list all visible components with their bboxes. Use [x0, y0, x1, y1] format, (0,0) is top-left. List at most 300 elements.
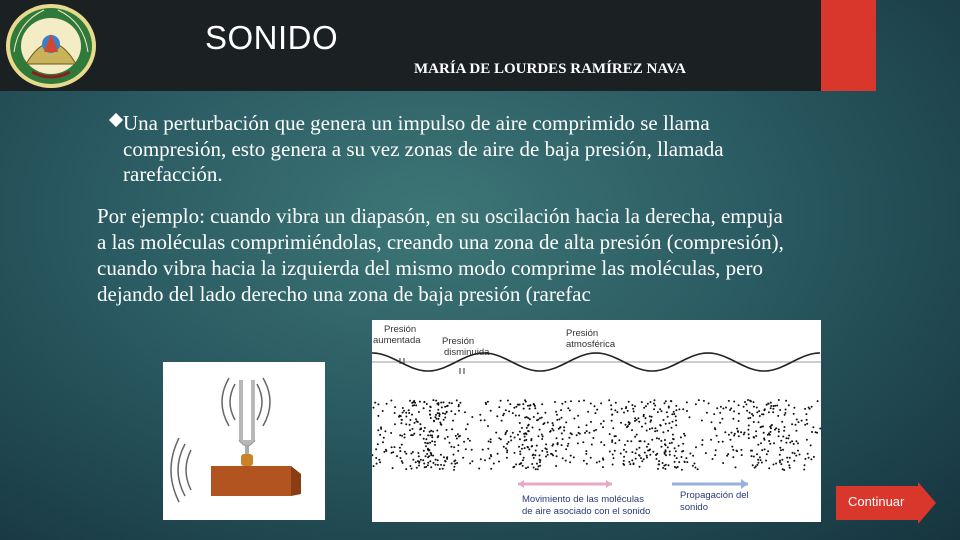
- air-molecule: [446, 457, 448, 459]
- air-molecule: [611, 420, 613, 422]
- air-molecule: [519, 453, 521, 455]
- air-molecule: [439, 422, 441, 424]
- air-molecule: [623, 456, 625, 458]
- air-molecule: [748, 433, 750, 435]
- label-propagation-2: sonido: [680, 502, 708, 513]
- air-molecule: [443, 401, 445, 403]
- air-molecule: [675, 450, 677, 452]
- air-molecule: [589, 432, 591, 434]
- air-molecule: [639, 455, 641, 457]
- air-molecule: [400, 457, 402, 459]
- air-molecule: [539, 465, 541, 467]
- air-molecule: [590, 457, 592, 459]
- air-molecule: [773, 405, 775, 407]
- air-molecule: [558, 418, 560, 420]
- air-molecule: [537, 468, 539, 470]
- air-molecule: [565, 421, 567, 423]
- air-molecule: [780, 440, 782, 442]
- air-molecule: [712, 458, 714, 460]
- air-molecule: [768, 411, 770, 413]
- air-molecule: [600, 402, 602, 404]
- air-molecule: [586, 430, 588, 432]
- air-molecule: [603, 420, 605, 422]
- air-molecule: [451, 463, 453, 465]
- air-molecule: [725, 407, 727, 409]
- air-molecule: [419, 401, 421, 403]
- air-molecule: [788, 435, 790, 437]
- air-molecule: [394, 406, 396, 408]
- air-molecule: [753, 401, 755, 403]
- air-molecule: [554, 401, 556, 403]
- air-molecule: [779, 461, 781, 463]
- label-molecule-motion-1: Movimiento de las moléculas: [522, 494, 644, 505]
- air-molecule: [751, 450, 753, 452]
- air-molecule: [390, 400, 392, 402]
- air-molecule: [379, 461, 381, 463]
- air-molecule: [542, 435, 544, 437]
- air-molecule: [583, 400, 585, 402]
- air-molecule: [650, 401, 652, 403]
- air-molecule: [746, 410, 748, 412]
- air-molecule: [661, 446, 663, 448]
- air-molecule: [676, 457, 678, 459]
- air-molecule: [692, 465, 694, 467]
- air-molecule: [671, 427, 673, 429]
- air-molecule: [489, 457, 491, 459]
- air-molecule: [377, 443, 379, 445]
- air-molecule: [793, 443, 795, 445]
- air-molecule: [463, 441, 465, 443]
- air-molecule: [770, 402, 772, 404]
- air-molecule: [625, 406, 627, 408]
- air-molecule: [415, 404, 417, 406]
- air-molecule: [757, 462, 759, 464]
- air-molecule: [480, 419, 482, 421]
- air-molecule: [385, 449, 387, 451]
- air-molecule: [382, 410, 384, 412]
- air-molecule: [669, 454, 671, 456]
- air-molecule: [430, 454, 432, 456]
- air-molecule: [657, 468, 659, 470]
- air-molecule: [625, 451, 627, 453]
- air-molecule: [641, 401, 643, 403]
- air-molecule: [774, 429, 776, 431]
- air-molecule: [684, 435, 686, 437]
- air-molecule: [783, 430, 785, 432]
- air-molecule: [801, 420, 803, 422]
- air-molecule: [394, 423, 396, 425]
- air-molecule: [469, 462, 471, 464]
- air-molecule: [638, 421, 640, 423]
- air-molecule: [440, 424, 442, 426]
- air-molecule: [681, 469, 683, 471]
- air-molecule: [654, 405, 656, 407]
- air-molecule: [812, 426, 814, 428]
- air-molecule: [672, 434, 674, 436]
- air-molecule: [716, 435, 718, 437]
- air-molecule: [585, 453, 587, 455]
- air-molecule: [665, 400, 667, 402]
- air-molecule: [458, 410, 460, 412]
- air-molecule: [420, 459, 422, 461]
- air-molecule: [675, 424, 677, 426]
- air-molecule: [738, 413, 740, 415]
- air-molecule: [614, 442, 616, 444]
- air-molecule: [518, 446, 520, 448]
- air-molecule: [797, 450, 799, 452]
- air-molecule: [404, 451, 406, 453]
- air-molecule: [638, 447, 640, 449]
- air-molecule: [553, 429, 555, 431]
- air-molecule: [380, 428, 382, 430]
- air-molecule: [423, 430, 425, 432]
- air-molecule: [715, 449, 717, 451]
- air-molecule: [760, 442, 762, 444]
- air-molecule: [501, 420, 503, 422]
- air-molecule: [668, 464, 670, 466]
- air-molecule: [598, 461, 600, 463]
- air-molecule: [586, 424, 588, 426]
- air-molecule: [753, 421, 755, 423]
- air-molecule: [614, 409, 616, 411]
- air-molecule: [444, 438, 446, 440]
- air-molecule: [578, 400, 580, 402]
- air-molecule: [596, 409, 598, 411]
- air-molecule: [562, 438, 564, 440]
- air-molecule: [663, 419, 665, 421]
- air-molecule: [755, 435, 757, 437]
- air-molecule: [673, 413, 675, 415]
- air-molecule: [458, 436, 460, 438]
- air-molecule: [539, 461, 541, 463]
- air-molecule: [384, 430, 386, 432]
- air-molecule: [487, 448, 489, 450]
- air-molecule: [399, 447, 401, 449]
- air-molecule: [721, 418, 723, 420]
- air-molecule: [678, 445, 680, 447]
- air-molecule: [778, 399, 780, 401]
- air-molecule: [628, 461, 630, 463]
- air-molecule: [782, 436, 784, 438]
- air-molecule: [432, 431, 434, 433]
- air-molecule: [631, 404, 633, 406]
- air-molecule: [506, 443, 508, 445]
- air-molecule: [458, 404, 460, 406]
- air-molecule: [741, 454, 743, 456]
- air-molecule: [471, 460, 473, 462]
- air-molecule: [457, 433, 459, 435]
- air-molecule: [766, 453, 768, 455]
- air-molecule: [465, 448, 467, 450]
- air-molecule: [443, 464, 445, 466]
- air-molecule: [766, 404, 768, 406]
- air-molecule: [807, 453, 809, 455]
- air-molecule: [785, 409, 787, 411]
- air-molecule: [551, 428, 553, 430]
- air-molecule: [751, 455, 753, 457]
- sound-wave-diagram: [372, 320, 821, 522]
- air-molecule: [710, 439, 712, 441]
- air-molecule: [808, 407, 810, 409]
- air-molecule: [594, 405, 596, 407]
- air-molecule: [482, 449, 484, 451]
- air-molecule: [535, 450, 537, 452]
- air-molecule: [678, 461, 680, 463]
- air-molecule: [662, 467, 664, 469]
- air-molecule: [789, 467, 791, 469]
- air-molecule: [545, 443, 547, 445]
- air-molecule: [719, 422, 721, 424]
- air-molecule: [761, 449, 763, 451]
- air-molecule: [431, 436, 433, 438]
- air-molecule: [804, 408, 806, 410]
- air-molecule: [456, 438, 458, 440]
- air-molecule: [436, 418, 438, 420]
- air-molecule: [732, 456, 734, 458]
- air-molecule: [490, 410, 492, 412]
- air-molecule: [405, 453, 407, 455]
- air-molecule: [674, 466, 676, 468]
- air-molecule: [763, 432, 765, 434]
- air-molecule: [484, 459, 486, 461]
- air-molecule: [506, 451, 508, 453]
- air-molecule: [545, 456, 547, 458]
- air-molecule: [764, 408, 766, 410]
- air-molecule: [636, 448, 638, 450]
- air-molecule: [635, 458, 637, 460]
- air-molecule: [669, 451, 671, 453]
- air-molecule: [781, 421, 783, 423]
- air-molecule: [430, 466, 432, 468]
- label-high-pressure-2: aumentada: [373, 335, 421, 346]
- air-molecule: [437, 412, 439, 414]
- air-molecule: [411, 414, 413, 416]
- air-molecule: [646, 430, 648, 432]
- air-molecule: [733, 410, 735, 412]
- air-molecule: [453, 446, 455, 448]
- air-molecule: [705, 452, 707, 454]
- air-molecule: [602, 466, 604, 468]
- air-molecule: [616, 411, 618, 413]
- air-molecule: [651, 427, 653, 429]
- air-molecule: [404, 437, 406, 439]
- air-molecule: [692, 455, 694, 457]
- air-molecule: [521, 448, 523, 450]
- air-molecule: [631, 429, 633, 431]
- air-molecule: [525, 439, 527, 441]
- air-molecule: [515, 406, 517, 408]
- air-molecule: [684, 461, 686, 463]
- air-molecule: [817, 400, 819, 402]
- air-molecule: [611, 414, 613, 416]
- air-molecule: [431, 440, 433, 442]
- air-molecule: [634, 417, 636, 419]
- air-molecule: [626, 426, 628, 428]
- air-molecule: [729, 409, 731, 411]
- air-molecule: [578, 432, 580, 434]
- air-molecule: [416, 467, 418, 469]
- air-molecule: [633, 410, 635, 412]
- air-molecule: [728, 400, 730, 402]
- air-molecule: [423, 438, 425, 440]
- air-molecule: [738, 420, 740, 422]
- air-molecule: [724, 431, 726, 433]
- air-molecule: [788, 464, 790, 466]
- air-molecule: [701, 444, 703, 446]
- air-molecule: [528, 448, 530, 450]
- air-molecule: [541, 403, 543, 405]
- air-molecule: [449, 442, 451, 444]
- air-molecule: [637, 417, 639, 419]
- air-molecule: [383, 437, 385, 439]
- air-molecule: [681, 456, 683, 458]
- air-molecule: [757, 444, 759, 446]
- air-molecule: [719, 412, 721, 414]
- air-molecule: [500, 438, 502, 440]
- air-molecule: [556, 437, 558, 439]
- air-molecule: [507, 400, 509, 402]
- air-molecule: [578, 426, 580, 428]
- air-molecule: [543, 422, 545, 424]
- air-molecule: [612, 454, 614, 456]
- air-molecule: [600, 423, 602, 425]
- air-molecule: [587, 411, 589, 413]
- air-molecule: [660, 440, 662, 442]
- air-molecule: [785, 400, 787, 402]
- air-molecule: [793, 413, 795, 415]
- air-molecule: [453, 460, 455, 462]
- air-molecule: [424, 427, 426, 429]
- air-molecule: [414, 422, 416, 424]
- air-molecule: [399, 450, 401, 452]
- air-molecule: [386, 403, 388, 405]
- air-molecule: [675, 409, 677, 411]
- air-molecule: [570, 432, 572, 434]
- air-molecule: [531, 438, 533, 440]
- air-molecule: [423, 401, 425, 403]
- air-molecule: [378, 459, 380, 461]
- air-molecule: [570, 400, 572, 402]
- air-molecule: [634, 420, 636, 422]
- air-molecule: [556, 414, 558, 416]
- air-molecule: [394, 446, 396, 448]
- air-molecule: [813, 456, 815, 458]
- air-molecule: [761, 462, 763, 464]
- continue-button[interactable]: [836, 482, 936, 524]
- air-molecule: [671, 413, 673, 415]
- air-molecule: [450, 410, 452, 412]
- air-molecule: [743, 433, 745, 435]
- air-molecule: [427, 456, 429, 458]
- label-molecule-motion-2: de aire asociado con el sonido: [522, 506, 651, 517]
- air-molecule: [733, 401, 735, 403]
- air-molecule: [713, 413, 715, 415]
- air-molecule: [623, 449, 625, 451]
- air-molecule: [643, 458, 645, 460]
- air-molecule: [415, 461, 417, 463]
- air-molecule: [568, 437, 570, 439]
- air-molecule: [437, 435, 439, 437]
- air-molecule: [513, 466, 515, 468]
- air-molecule: [738, 404, 740, 406]
- air-molecule: [680, 436, 682, 438]
- air-molecule: [423, 463, 425, 465]
- air-molecule: [490, 468, 492, 470]
- air-molecule: [436, 430, 438, 432]
- air-molecule: [426, 453, 428, 455]
- air-molecule: [784, 412, 786, 414]
- air-molecule: [774, 405, 776, 407]
- air-molecule: [779, 460, 781, 462]
- air-molecule: [557, 442, 559, 444]
- air-molecule: [429, 460, 431, 462]
- air-molecule: [443, 456, 445, 458]
- air-molecule: [772, 408, 774, 410]
- air-molecule: [456, 462, 458, 464]
- air-molecule: [749, 417, 751, 419]
- air-molecule: [529, 404, 531, 406]
- air-molecule: [789, 457, 791, 459]
- air-molecule: [806, 419, 808, 421]
- air-molecule: [425, 438, 427, 440]
- air-molecule: [795, 455, 797, 457]
- air-molecule: [465, 428, 467, 430]
- air-molecule: [478, 468, 480, 470]
- air-molecule: [629, 422, 631, 424]
- air-molecule: [670, 400, 672, 402]
- air-molecule: [686, 410, 688, 412]
- air-molecule: [524, 447, 526, 449]
- air-molecule: [623, 412, 625, 414]
- air-molecule: [424, 442, 426, 444]
- air-molecule: [577, 415, 579, 417]
- air-molecule: [649, 428, 651, 430]
- air-molecule: [533, 467, 535, 469]
- air-molecule: [426, 403, 428, 405]
- air-molecule: [427, 462, 429, 464]
- air-molecule: [464, 411, 466, 413]
- air-molecule: [584, 432, 586, 434]
- air-molecule: [429, 442, 431, 444]
- tuning-fork-image: [163, 362, 325, 520]
- air-molecule: [647, 403, 649, 405]
- air-molecule: [547, 422, 549, 424]
- air-molecule: [641, 426, 643, 428]
- air-molecule: [694, 463, 696, 465]
- air-molecule: [442, 412, 444, 414]
- air-molecule: [561, 403, 563, 405]
- air-molecule: [780, 449, 782, 451]
- air-molecule: [447, 436, 449, 438]
- air-molecule: [438, 415, 440, 417]
- air-molecule: [695, 446, 697, 448]
- air-molecule: [775, 463, 777, 465]
- air-molecule: [654, 399, 656, 401]
- air-molecule: [738, 435, 740, 437]
- air-molecule: [541, 438, 543, 440]
- air-molecule: [402, 462, 404, 464]
- air-molecule: [755, 430, 757, 432]
- air-molecule: [770, 431, 772, 433]
- air-molecule: [602, 459, 604, 461]
- air-molecule: [479, 414, 481, 416]
- air-molecule: [768, 403, 770, 405]
- air-molecule: [785, 442, 787, 444]
- air-molecule: [748, 425, 750, 427]
- air-molecule: [524, 436, 526, 438]
- air-molecule: [636, 434, 638, 436]
- air-molecule: [753, 406, 755, 408]
